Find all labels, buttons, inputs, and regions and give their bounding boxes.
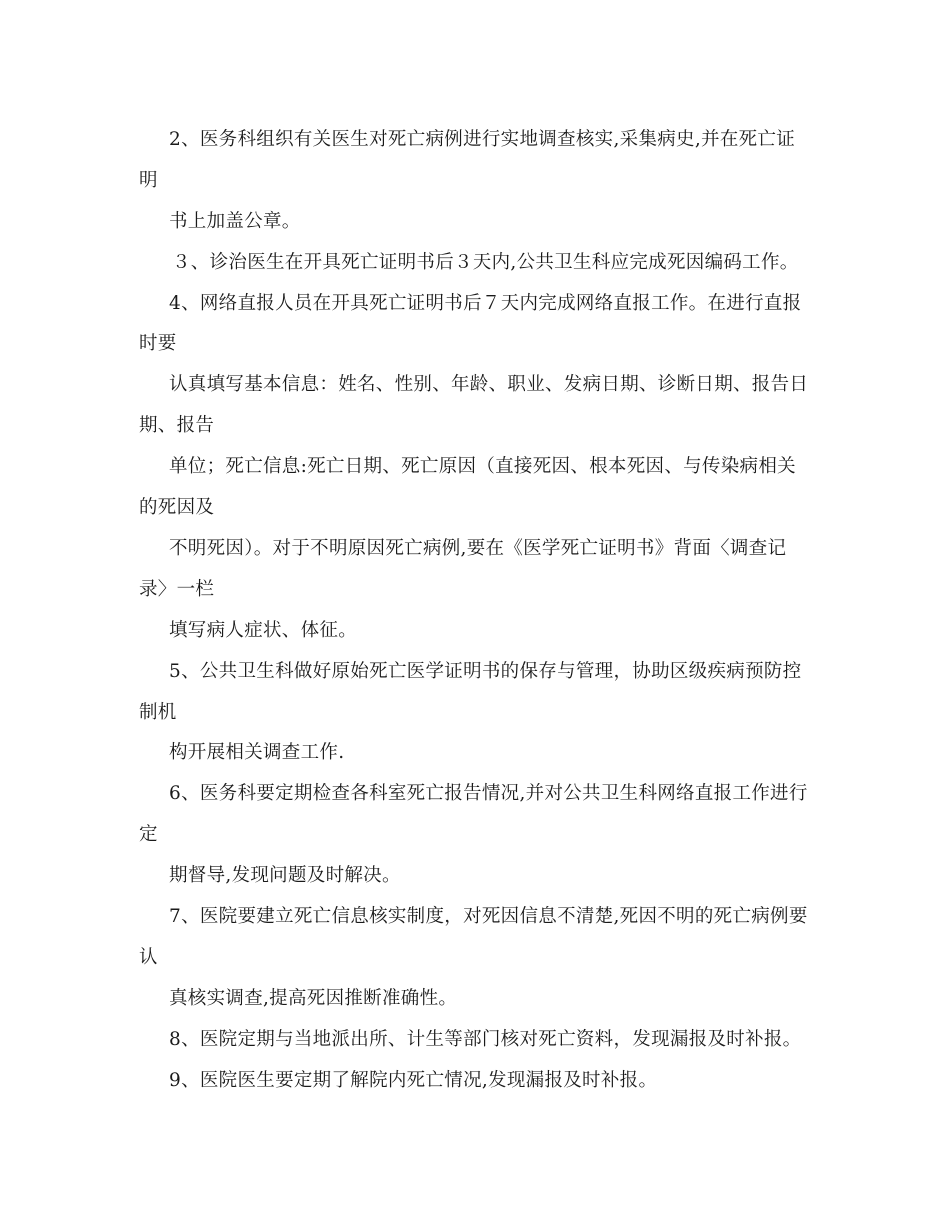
paragraph-4-line-5: 单位；死亡信息:死亡日期、死亡原因（直接死因、根本死因、与传染病相关 — [169, 456, 796, 477]
paragraph-6-line-2: 定 — [139, 824, 158, 845]
paragraph-7-line-3: 真核实调查,提高死因推断准确性。 — [169, 988, 458, 1009]
paragraph-5-line-3: 构开展相关调查工作. — [169, 742, 345, 763]
paragraph-8-line-1: 8、医院定期与当地派出所、计生等部门核对死亡资料，发现漏报及时补报。 — [169, 1029, 802, 1050]
paragraph-4-line-2: 时要 — [139, 333, 177, 354]
paragraph-6-line-1: 6、医务科要定期检查各科室死亡报告情况,并对公共卫生科网络直报工作进行 — [169, 783, 808, 804]
paragraph-4-line-8: 录〉一栏 — [139, 579, 215, 600]
paragraph-5-line-1: 5、公共卫生科做好原始死亡医学证明书的保存与管理，协助区级疾病预防控 — [169, 661, 802, 682]
paragraph-4-line-3: 认真填写基本信息：姓名、性别、年龄、职业、发病日期、诊断日期、报告日 — [169, 374, 809, 395]
paragraph-2-line-1: 2、医务科组织有关医生对死亡病例进行实地调查核实,采集病史,并在死亡证 — [169, 129, 796, 150]
paragraph-6-line-3: 期督导,发现问题及时解决。 — [169, 865, 401, 886]
paragraph-4-line-6: 的死因及 — [139, 497, 215, 518]
paragraph-9-line-1: 9、医院医生要定期了解院内死亡情况,发现漏报及时补报。 — [169, 1070, 658, 1091]
paragraph-2-line-3: 书上加盖公章。 — [169, 211, 301, 232]
paragraph-4-line-7: 不明死因）。对于不明原因死亡病例,要在《医学死亡证明书》背面〈调查记 — [169, 538, 787, 559]
paragraph-4-line-1: 4、网络直报人员在开具死亡证明书后７天内完成网络直报工作。在进行直报 — [169, 293, 802, 314]
paragraph-4-line-4: 期、报告 — [139, 415, 215, 436]
paragraph-5-line-2: 制机 — [139, 702, 177, 723]
paragraph-2-line-2: 明 — [139, 170, 158, 191]
paragraph-7-line-1: 7、医院要建立死亡信息核实制度，对死因信息不清楚,死因不明的死亡病例要 — [169, 906, 808, 927]
paragraph-7-line-2: 认 — [139, 947, 158, 968]
paragraph-4-line-9: 填写病人症状、体征。 — [169, 620, 358, 641]
paragraph-3-line-1: ３、诊治医生在开具死亡证明书后３天内,公共卫生科应完成死因编码工作。 — [172, 252, 799, 273]
